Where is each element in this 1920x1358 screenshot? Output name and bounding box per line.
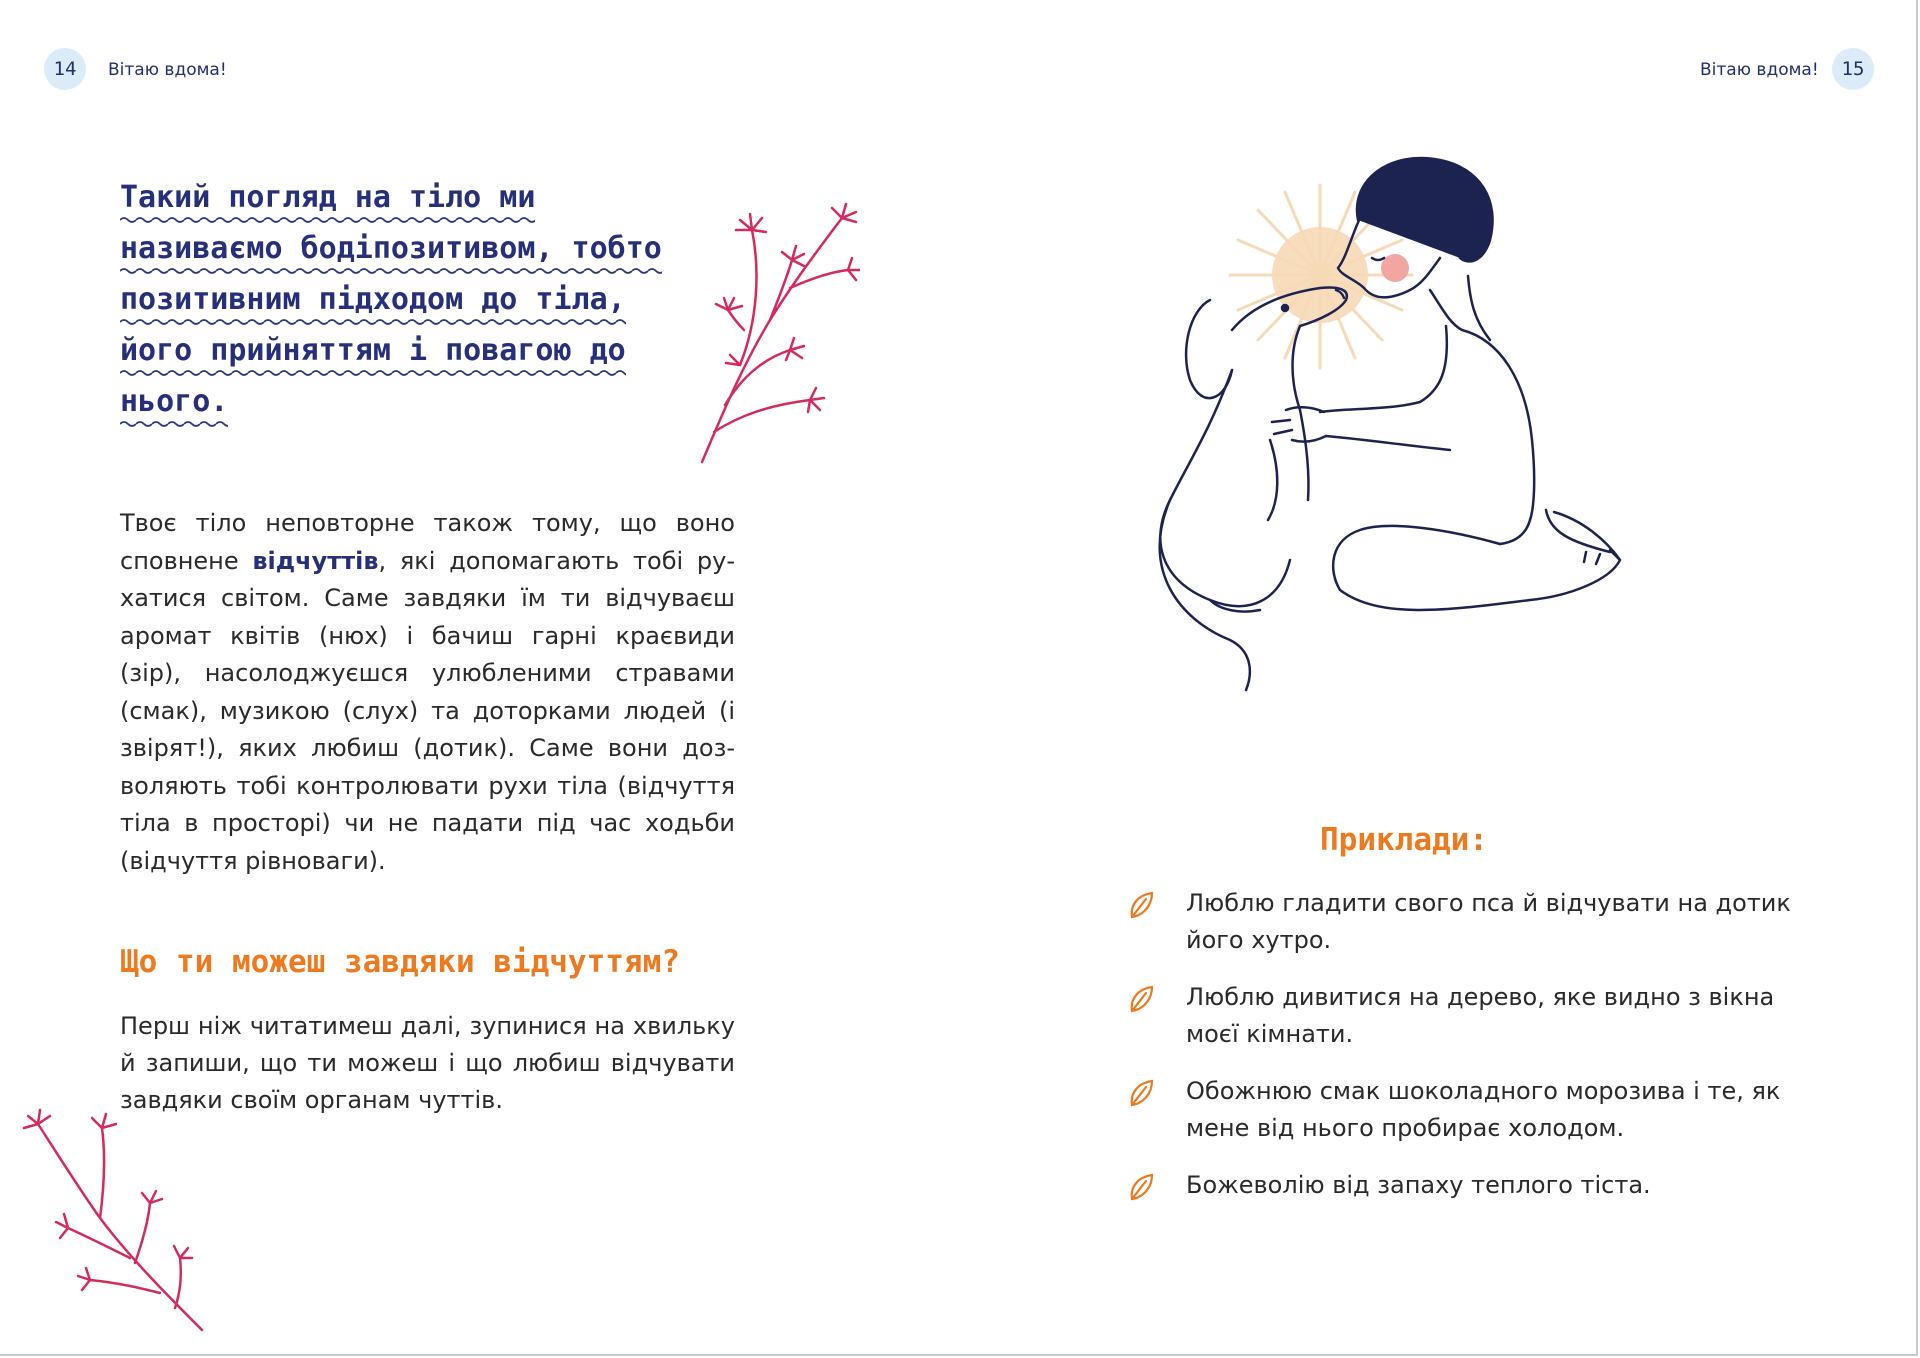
example-item: [1128, 885, 1808, 959]
example-text: Обожнюю смак шоколадного морозива і те, як мене від нього пробирає холодом.: [1186, 1077, 1781, 1142]
quote-line: Такий погляд на тіло ми: [120, 180, 535, 224]
example-item: [1128, 979, 1808, 1053]
example-item: [1128, 1073, 1808, 1147]
quote-line: позитивним підходом до тіла,: [120, 282, 626, 326]
bodypositive-quote: [120, 172, 720, 427]
example-text: Люблю гладити свого пса й відчувати на дотик його хутро.: [1186, 889, 1791, 954]
section-heading: Що ти можеш завдяки відчуттям?: [120, 944, 680, 980]
examples-list: [1128, 885, 1808, 1224]
left-running-title: Вітаю вдома!: [108, 60, 227, 80]
quote-line: його прийняттям і повагою до: [120, 333, 626, 377]
paragraph-bold: відчуттів: [252, 546, 379, 575]
leaf-bullet-icon: [1128, 891, 1154, 919]
right-running-title: Вітаю вдома!: [1700, 60, 1819, 80]
section-paragraph: Перш ніж читатимеш далі, зупинися на хвильку й запиши, що ти можеш і що любиш відчувати завдяки своїм органам чуттів.: [120, 1012, 735, 1114]
plant-sprig-icon: [10, 1108, 210, 1338]
quote-line: нього.: [120, 384, 228, 428]
paragraph-text: , які допомагають тобі рухатися світом. Саме завдяки їм ти відчуваєш аромат квітів (нюх) і бачиш гарні краєвиди (зір), насолоджуєшся улюбленими стравами (смак), музикою (слух) та доторками людей (і звірят!), яких любиш (дотик). Саме вони дозволяють тобі контролювати рухи тіла (відчуття тіла в просторі) чи не падати під час ходьби (відчуття рівноваги).: [120, 546, 735, 875]
examples-title: Приклади:: [1320, 822, 1488, 858]
leaf-bullet-icon: [1128, 985, 1154, 1013]
leaf-bullet-icon: [1128, 1079, 1154, 1107]
boy-hugging-dog-illustration: [1150, 140, 1830, 840]
example-text: Божеволію від запаху теплого тіста.: [1186, 1171, 1651, 1199]
paragraph-text: Твоє тіло неповторне також тому, що воно сповнене: [120, 509, 735, 575]
plant-sprig-icon: [680, 200, 860, 470]
senses-paragraph: [120, 505, 735, 880]
quote-line: називаємо бодіпозитивом, тобто: [120, 231, 662, 275]
left-page-number: 14: [44, 48, 86, 90]
right-page-number: 15: [1832, 48, 1874, 90]
example-text: Люблю дивитися на дерево, яке видно з вікна моєї кімнати.: [1186, 983, 1775, 1048]
example-item: [1128, 1167, 1808, 1204]
leaf-bullet-icon: [1128, 1173, 1154, 1201]
